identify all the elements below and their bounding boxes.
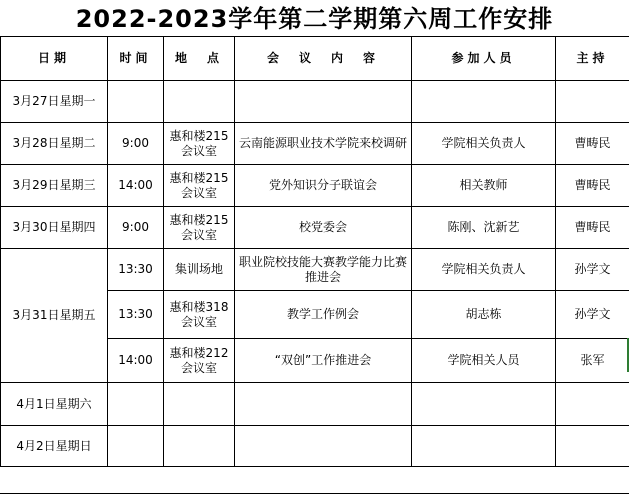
host-cell: 孙学文 xyxy=(556,249,629,291)
attendees-cell: 学院相关人员 xyxy=(412,339,556,383)
date-cell: 4月1日星期六 xyxy=(1,383,108,426)
time-cell xyxy=(108,426,164,467)
time-cell: 14:00 xyxy=(108,339,164,383)
place-cell: 惠和楼215会议室 xyxy=(164,123,235,165)
place-cell: 惠和楼318会议室 xyxy=(164,291,235,339)
place-cell xyxy=(164,426,235,467)
header-place: 地 点 xyxy=(164,37,235,81)
content-cell: 党外知识分子联谊会 xyxy=(235,165,412,207)
table-row xyxy=(1,165,629,207)
attendees-cell: 胡志栋 xyxy=(412,291,556,339)
content-cell xyxy=(235,81,412,123)
attendees-cell: 相关教师 xyxy=(412,165,556,207)
table-row xyxy=(1,207,629,249)
host-cell xyxy=(556,383,629,426)
time-cell: 9:00 xyxy=(108,123,164,165)
table-row xyxy=(1,426,629,467)
header-time: 时间 xyxy=(108,37,164,81)
attendees-cell xyxy=(412,383,556,426)
attendees-cell: 学院相关负责人 xyxy=(412,249,556,291)
header-attendees: 参加人员 xyxy=(412,37,556,81)
content-cell: 校党委会 xyxy=(235,207,412,249)
content-cell: “双创”工作推进会 xyxy=(235,339,412,383)
place-cell xyxy=(164,81,235,123)
date-cell: 3月28日星期二 xyxy=(1,123,108,165)
header-content: 会 议 内 容 xyxy=(235,37,412,81)
time-cell: 13:30 xyxy=(108,291,164,339)
attendees-cell: 学院相关负责人 xyxy=(412,123,556,165)
host-cell: 孙学文 xyxy=(556,291,629,339)
time-cell: 13:30 xyxy=(108,249,164,291)
time-cell: 9:00 xyxy=(108,207,164,249)
host-cell xyxy=(556,426,629,467)
date-cell: 3月27日星期一 xyxy=(1,81,108,123)
header-date: 日期 xyxy=(1,37,108,81)
host-cell: 张军 xyxy=(556,339,629,383)
content-cell: 职业院校技能大赛教学能力比赛推进会 xyxy=(235,249,412,291)
date-cell: 3月30日星期四 xyxy=(1,207,108,249)
host-cell: 曹畴民 xyxy=(556,123,629,165)
place-cell xyxy=(164,383,235,426)
host-cell xyxy=(556,81,629,123)
table-row xyxy=(1,81,629,123)
bottom-rule xyxy=(0,493,629,494)
content-cell: 教学工作例会 xyxy=(235,291,412,339)
attendees-cell xyxy=(412,426,556,467)
content-cell xyxy=(235,383,412,426)
date-cell: 3月31日星期五 xyxy=(1,249,108,383)
host-cell: 曹畴民 xyxy=(556,207,629,249)
date-cell: 4月2日星期日 xyxy=(1,426,108,467)
content-cell xyxy=(235,426,412,467)
host-cell: 曹畴民 xyxy=(556,165,629,207)
page-title: 2022-2023学年第二学期第六周工作安排 xyxy=(75,5,554,33)
content-cell: 云南能源职业技术学院来校调研 xyxy=(235,123,412,165)
date-cell: 3月29日星期三 xyxy=(1,165,108,207)
place-cell: 惠和楼215会议室 xyxy=(164,207,235,249)
attendees-cell xyxy=(412,81,556,123)
header-host: 主持 xyxy=(556,37,629,81)
place-cell: 集训场地 xyxy=(164,249,235,291)
time-cell xyxy=(108,383,164,426)
place-cell: 惠和楼212会议室 xyxy=(164,339,235,383)
table-row xyxy=(1,123,629,165)
attendees-cell: 陈刚、沈新艺 xyxy=(412,207,556,249)
place-cell: 惠和楼215会议室 xyxy=(164,165,235,207)
table-row xyxy=(1,383,629,426)
time-cell: 14:00 xyxy=(108,165,164,207)
schedule-table xyxy=(0,36,629,467)
time-cell xyxy=(108,81,164,123)
header-row xyxy=(1,37,629,81)
table-row xyxy=(1,249,629,291)
